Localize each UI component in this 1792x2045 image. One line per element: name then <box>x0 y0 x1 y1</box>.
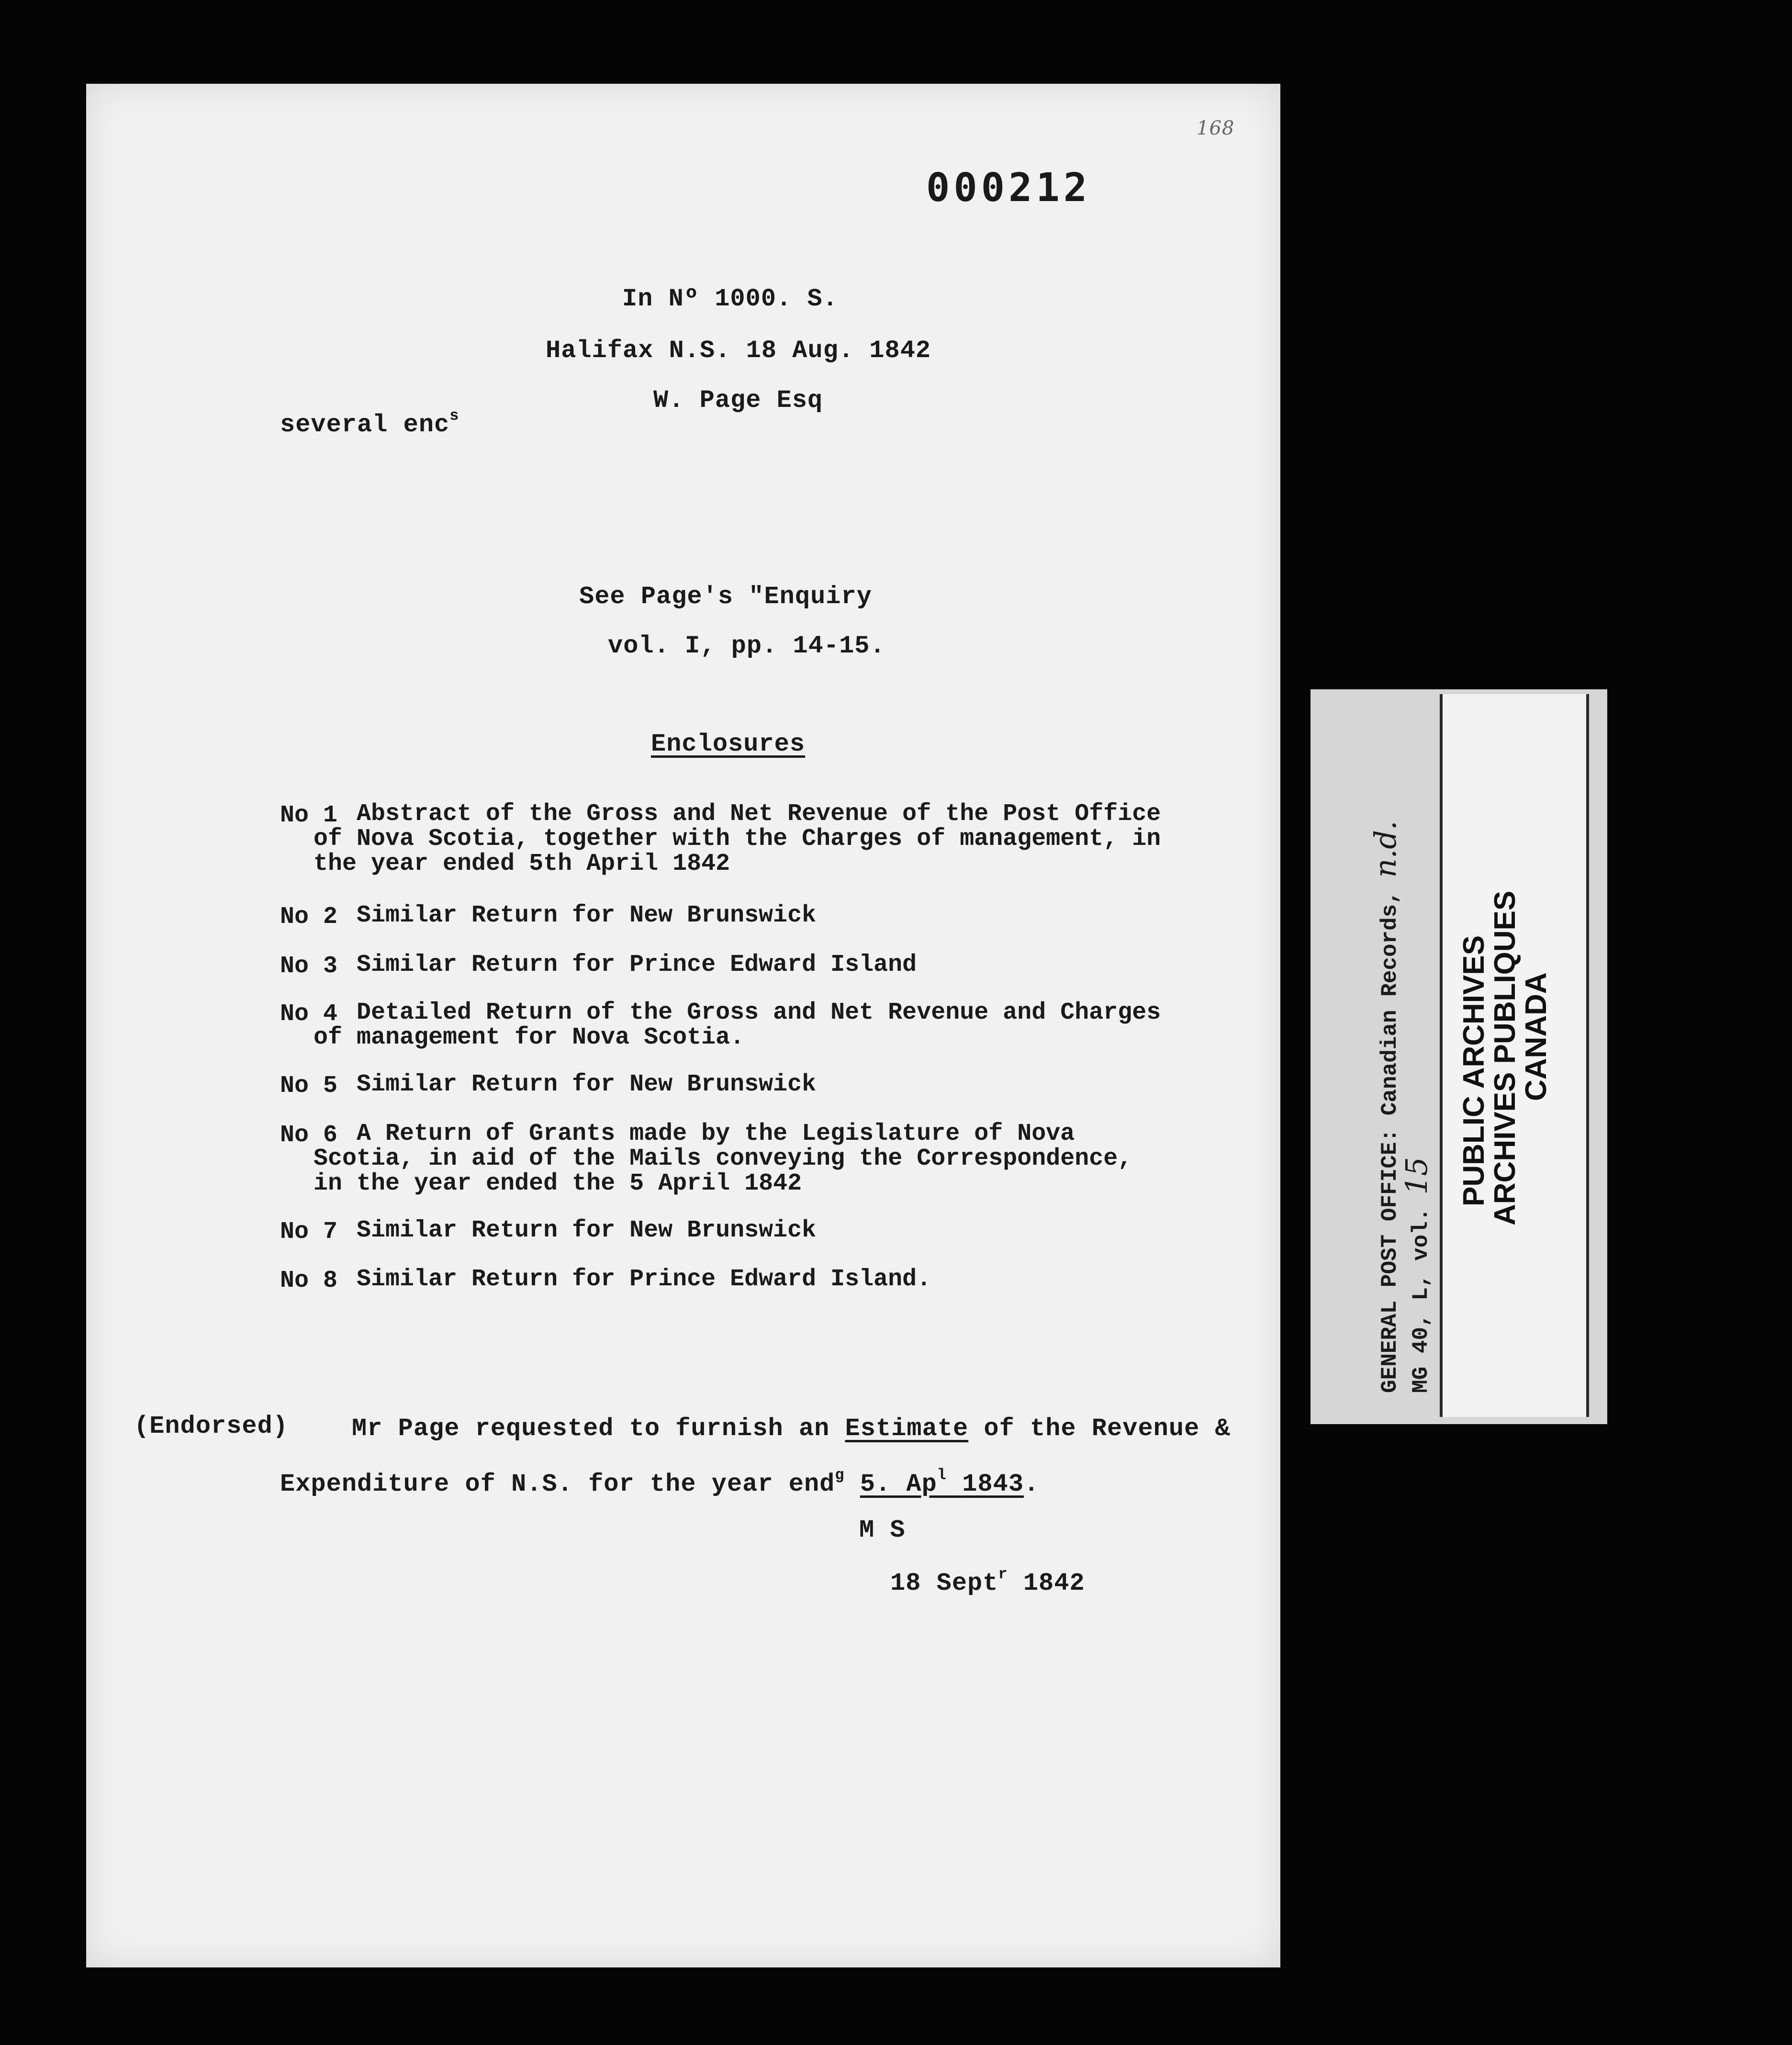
enclosure-number: No 6 <box>280 1122 338 1149</box>
endorsement-year: 1843 <box>962 1470 1024 1498</box>
label-line-1-hand: n.d. <box>1368 820 1403 878</box>
endorsement-line-1 <box>352 1415 1231 1443</box>
enclosure-number: No 8 <box>280 1267 338 1294</box>
initials: M S <box>859 1516 906 1544</box>
enclosure-text: Similar Return for Prince Edward Island <box>357 951 917 978</box>
see-line: See Page's "Enquiry <box>579 583 872 611</box>
endorsement-end: . <box>1024 1470 1040 1498</box>
enclosure-text: Similar Return for New Brunswick <box>357 902 817 929</box>
stamp-number: 000212 <box>926 165 1091 211</box>
signature-date <box>890 1565 1085 1597</box>
enclosure-text: Similar Return for Prince Edward Island. <box>357 1266 931 1293</box>
enclosure-text: Similar Return for New Brunswick <box>357 1217 817 1244</box>
archive-line-3: CANADA <box>1520 972 1553 1101</box>
enclosure-number: No 7 <box>280 1218 338 1246</box>
enclosure-text: Detailed Return of the Gross and Net Revenue and Charges of management for Nova Scotia. <box>314 999 1161 1051</box>
endorsement-line-2 <box>280 1466 1039 1498</box>
reference-line: In Nº 1000. S. <box>622 285 838 313</box>
enclosure-text: Similar Return for New Brunswick <box>357 1071 817 1098</box>
endorsed-label: (Endorsed) <box>134 1412 289 1440</box>
endorsement-text: Mr Page requested to furnish an <box>352 1415 845 1443</box>
enclosure-number: No 4 <box>280 1000 338 1028</box>
addressee: W. Page Esq <box>653 386 823 415</box>
enclosures-heading: Enclosures <box>651 730 806 758</box>
endorsement-text: Expenditure of N.S. for the year end <box>280 1470 835 1498</box>
label-line-1 <box>1368 820 1403 1393</box>
archive-stamp <box>1440 694 1589 1417</box>
endorsement-estimate: Estimate <box>845 1415 969 1443</box>
label-line-2-text: MG 40, L, vol. <box>1409 1208 1434 1393</box>
enclosure-number: No 3 <box>280 953 338 980</box>
endorsement-date <box>860 1466 1024 1498</box>
document-page <box>86 84 1280 1967</box>
enclosures-note-text: several enc <box>280 411 450 439</box>
volume-line: vol. I, pp. 14-15. <box>608 632 885 660</box>
place-date: Halifax N.S. 18 Aug. 1842 <box>546 337 931 365</box>
label-line-1-text: GENERAL POST OFFICE: Canadian Records, <box>1378 891 1402 1393</box>
enclosure-number: No 2 <box>280 903 338 931</box>
signature-date-text: 18 Sept <box>890 1569 998 1597</box>
enclosures-note <box>280 407 459 439</box>
enclosure-text: A Return of Grants made by the Legislature of Nova Scotia, in aid of the Mails conveying the Correspondence, in the year ended the 5 April 1842 <box>314 1120 1132 1197</box>
endorsement-date-sup: l <box>937 1466 947 1484</box>
label-line-2-hand: 15 <box>1399 1157 1434 1195</box>
endorsement-text: of the Revenue & <box>968 1415 1231 1443</box>
enclosures-note-sup: s <box>449 407 459 425</box>
margin-page-number: 168 <box>1197 117 1235 139</box>
signature-date-year: 1842 <box>1008 1569 1085 1597</box>
enclosure-text: Abstract of the Gross and Net Revenue of the Post Office of Nova Scotia, together with the Charges of management, in the year ended 5th April 1842 <box>314 800 1161 877</box>
enclosure-number: No 1 <box>280 802 338 829</box>
endorsement-sup: g <box>835 1466 845 1484</box>
signature-date-sup: r <box>998 1565 1008 1583</box>
archive-label <box>1310 689 1607 1424</box>
label-line-2 <box>1399 1157 1434 1393</box>
enclosure-number: No 5 <box>280 1072 338 1100</box>
archive-line-1: PUBLIC ARCHIVES <box>1457 935 1490 1206</box>
endorsement-date-text: 5. Ap <box>860 1470 937 1498</box>
archive-line-2: ARCHIVES PUBLIQUES <box>1489 890 1522 1225</box>
